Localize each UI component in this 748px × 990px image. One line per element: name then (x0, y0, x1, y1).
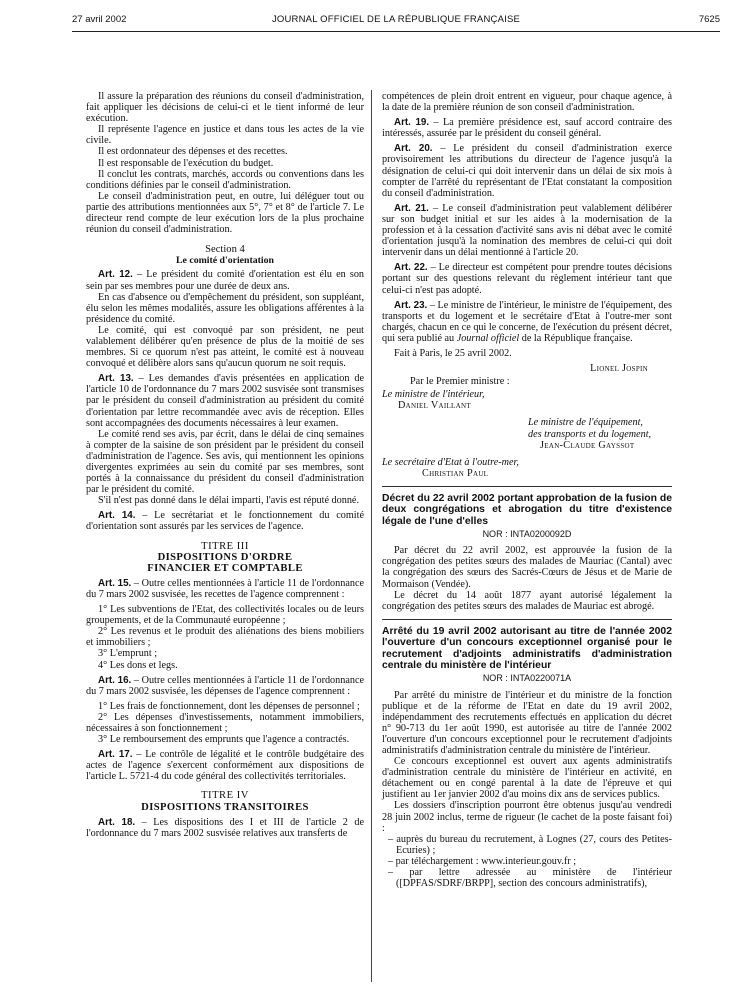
paragraph: S'il n'est pas donné dans le délai imparti, l'avis est réputé donné. (98, 495, 359, 507)
article-14: Art. 14. – Le secrétariat et le fonctionnement du comité d'orientation sont assurés par les services de l'agence. (86, 510, 364, 533)
article-label: Art. 18. (98, 816, 136, 828)
paragraph: Il est ordonnateur des dépenses et des recettes. (98, 146, 288, 158)
paragraph: Le conseil d'administration peut, en outre, lui déléguer tout ou partie des attributions mentionnées aux 5°, 7° et 8° de l'article 7. Le directeur rend compte de leur exécution lors de la plus prochaine réunion du conseil d'administration. (86, 190, 364, 236)
section-title: Le comité d'orientation (176, 255, 274, 267)
paragraph: Le décret du 14 août 1877 ayant autorisé légalement la congrégation des petites sœurs des malades de Mauriac est abrogé. (382, 589, 672, 612)
article-label: Art. 15. (98, 577, 132, 589)
article-20: Art. 20. – Le président du conseil d'administration exerce provisoirement les attributions du directeur de l'agence jusqu'à la désignation de celui-ci qui doit intervenir dans un délai de six mois à compter de l'arrêté du représentant de l'Etat constatant la composition du conseil d'administration. (382, 143, 672, 199)
article-label: Art. 12. (98, 269, 133, 281)
article-label: Art. 13. (98, 373, 134, 385)
decree-title: Décret du 22 avril 2002 portant approbation de la fusion de deux congrégations et abrogation du titre d'existence légale de l'une d'elles (382, 492, 672, 527)
titre-heading: TITRE IV (201, 790, 249, 802)
signature-line: Le secrétaire d'Etat à l'outre-mer, (382, 456, 519, 468)
paragraph: Il est responsable de l'exécution du budget. (98, 157, 274, 169)
list-item: 1° Les frais de fonctionnement, dont les dépenses de personnel ; (98, 700, 360, 712)
list-item: 2° Les revenus et le produit des aliénations des biens mobiliers et immobiliers ; (86, 626, 364, 649)
signature-line: des transports et du logement, (528, 428, 652, 440)
page-header (72, 14, 720, 30)
article-label: Art. 21. (394, 202, 429, 214)
article-13: Art. 13. – Les demandes d'avis présentées en application de l'article 10 de l'ordonnance du 7 mars 2002 susvisée sont transmises par le président du conseil d'administration au président du comité d'orientation par lettre recommandée avec avis de réception. Elles sont accompagnées des documents nécessaires à leur examen. (86, 373, 365, 429)
signature-place-date: Fait à Paris, le 25 avril 2002. (394, 347, 512, 359)
signatory-name: Lionel Jospin (590, 363, 648, 375)
list-item: 2° Les dépenses d'investissements, notamment immobiliers, nécessaires à son fonctionnement ; (86, 711, 364, 734)
article-16: Art. 16. – Outre celles mentionnées à l'article 11 de l'ordonnance du 7 mars 2002 susvisée, les dépenses de l'agence comprennent : (86, 674, 364, 697)
arrete-title: Arrêté du 19 avril 2002 autorisant au titre de l'année 2002 l'ouverture d'un concours exceptionnel organisé pour le recrutement d'adjoints administratifs d'administration centrale du ministère de l'intérieur (382, 625, 672, 671)
paragraph: Le comité, qui est convoqué par son président, ne peut valablement délibérer qu'en présence de plus de la moitié de ses membres. Si ce quorum n'est pas atteint, le comité est à nouveau convoqué et délibère alors sans qu'aucun quorum ne soit requis. (86, 324, 364, 370)
header-rule (72, 31, 720, 32)
signature-line: Par le Premier ministre : (410, 376, 510, 388)
dash-list (382, 834, 672, 889)
article-22: Art. 22. – Le directeur est compétent pour prendre toutes décisions portant sur des questions relevant du règlement intérieur tant que celui-ci n'est pas adopté. (382, 262, 672, 296)
article-label: Art. 20. (394, 143, 433, 155)
list-item: – par lettre adressée au ministère de l'intérieur ([DPFAS/SDRF/BRPP], section des concours administratifs), (396, 867, 672, 889)
paragraph: En cas d'absence ou d'empêchement du président, son suppléant, élu selon les mêmes modalités, assure les obligations afférentes à la présidence du comité. (86, 291, 364, 325)
article-18: Art. 18. – Les dispositions des I et III de l'article 2 de l'ordonnance du 7 mars 2002 susvisée relatives aux transferts de (86, 816, 365, 839)
separator-rule (382, 619, 672, 620)
article-label: Art. 14. (98, 510, 136, 522)
paragraph: Par décret du 22 avril 2002, est approuvée la fusion de la congrégation des petites sœurs des malades de Mauriac (Cantal) avec la congrégation des sœurs des Sacrés-Cœurs de Jésus et de Marie de Mormaison (Vendée). (382, 545, 672, 590)
titre-title: DISPOSITIONS D'ORDRE (157, 551, 293, 563)
list-item: 4° Les dons et legs. (98, 659, 178, 671)
nor-reference: NOR : INTA0220071A (482, 673, 572, 684)
titre-heading: TITRE III (201, 540, 249, 552)
signatory-name: Jean-Claude Gayssot (540, 439, 635, 451)
titre-title: FINANCIER ET COMPTABLE (147, 562, 303, 574)
article-label: Art. 23. (394, 299, 428, 311)
article-label: Art. 16. (98, 674, 132, 686)
paragraph: Il assure la préparation des réunions du conseil d'administration, fait appliquer les décisions de celui-ci et le tient informé de leur exécution. (86, 91, 364, 125)
list-item: 3° Le remboursement des emprunts que l'agence a contractés. (98, 734, 350, 746)
article-label: Art. 22. (394, 262, 428, 274)
right-column (382, 91, 672, 889)
paragraph: Les dossiers d'inscription pourront être obtenus jusqu'au vendredi 28 juin 2002 inclus, terme de rigueur (le cachet de la poste faisant foi) : (382, 800, 672, 834)
paragraph: Le comité rend ses avis, par écrit, dans le délai de cinq semaines à compter de la saisine de son président par le président du conseil d'administration de l'agence. Ses avis, qui mentionnent les opinions divergentes exprimées au sein du comité par ses membres, sont portés à la connaissance du président du conseil d'administration par le président du comité. (86, 428, 364, 496)
article-15: Art. 15. – Outre celles mentionnées à l'article 11 de l'ordonnance du 7 mars 2002 susvisée, les recettes de l'agence comprennent : (86, 577, 364, 600)
signature-line: Le ministre de l'intérieur, (382, 389, 485, 401)
section-heading: Section 4 (205, 244, 245, 256)
article-19: Art. 19. – La première présidence est, sauf accord contraire des intéressés, assurée par le président du conseil général. (382, 117, 673, 140)
page-number: 7625 (698, 14, 720, 25)
signatory-name: Daniel Vaillant (398, 400, 471, 412)
separator-rule (382, 486, 672, 487)
journal-title: JOURNAL OFFICIEL DE LA RÉPUBLIQUE FRANÇAISE (271, 14, 521, 25)
paragraph: Ce concours exceptionnel est ouvert aux agents administratifs d'administration centrale du ministère de l'intérieur en activité, en détachement ou en congé parental à la date de l'épreuve et qui justifient au 1er janvier 2002 d'au moins dix ans de services publics. (382, 756, 672, 801)
list-item: – par téléchargement : www.interieur.gouv.fr ; (396, 856, 672, 867)
article-label: Art. 17. (98, 749, 133, 761)
article-23: Art. 23. – Le ministre de l'intérieur, le ministre de l'équipement, des transports et du logement et le secrétaire d'Etat à l'outre-mer sont chargés, chacun en ce qui le concerne, de l'exécution du présent décret, qui sera publié au Journal officiel de la République française. (382, 299, 673, 344)
left-column (86, 91, 364, 839)
paragraph: compétences de plein droit entrent en vigueur, pour chaque agence, à la date de la première réunion de son conseil d'administration. (382, 91, 672, 114)
titre-title: DISPOSITIONS TRANSITOIRES (141, 801, 309, 813)
article-21: Art. 21. – Le conseil d'administration peut valablement délibérer sur son budget initial et sur les aides à la modernisation de la profession et à la cessation d'activité sans avis ni débat avec le comité d'orientation jusqu'à la nomination des membres de celui-ci qui doit intervenir dans un délai mentionné à l'article 20. (382, 202, 673, 259)
paragraph: Par arrêté du ministre de l'intérieur et du ministre de la fonction publique et de la réforme de l'Etat en date du 19 avril 2002, indépendamment des recrutements effectués en application du décret n° 90-713 du 1er août 1990, est autorisée au titre de l'année 2002 l'ouverture d'un concours exceptionnel pour le recrutement d'adjoints administratifs d'administration centrale du ministère de l'intérieur. (382, 689, 672, 756)
article-label: Art. 19. (394, 117, 430, 129)
column-divider (371, 90, 372, 982)
article-17: Art. 17. – Le contrôle de légalité et le contrôle budgétaire des actes de l'agence s'exercent conformément aux dispositions de l'article L. 5721-4 du code général des collectivités territoriales. (86, 749, 365, 783)
nor-reference: NOR : INTA0200092D (482, 529, 572, 540)
list-item: – auprès du bureau du recrutement, à Lognes (27, cours des Petites-Ecuries) ; (396, 834, 672, 856)
paragraph: Il conclut les contrats, marchés, accords ou conventions dans les conditions définies par le conseil d'administration. (86, 168, 364, 191)
signatory-name: Christian Paul (422, 467, 489, 479)
signature-line: Le ministre de l'équipement, (528, 417, 643, 429)
list-item: 3° L'emprunt ; (98, 648, 158, 660)
list-item: 1° Les subventions de l'Etat, des collectivités locales ou de leurs groupements, et de la Communauté européenne ; (86, 604, 364, 627)
paragraph: Il représente l'agence en justice et dans tous les actes de la vie civile. (86, 124, 364, 147)
article-12: Art. 12. – Le président du comité d'orientation est élu en son sein par ses membres pour une durée de deux ans. (86, 269, 365, 292)
issue-date: 27 avril 2002 (72, 14, 127, 25)
